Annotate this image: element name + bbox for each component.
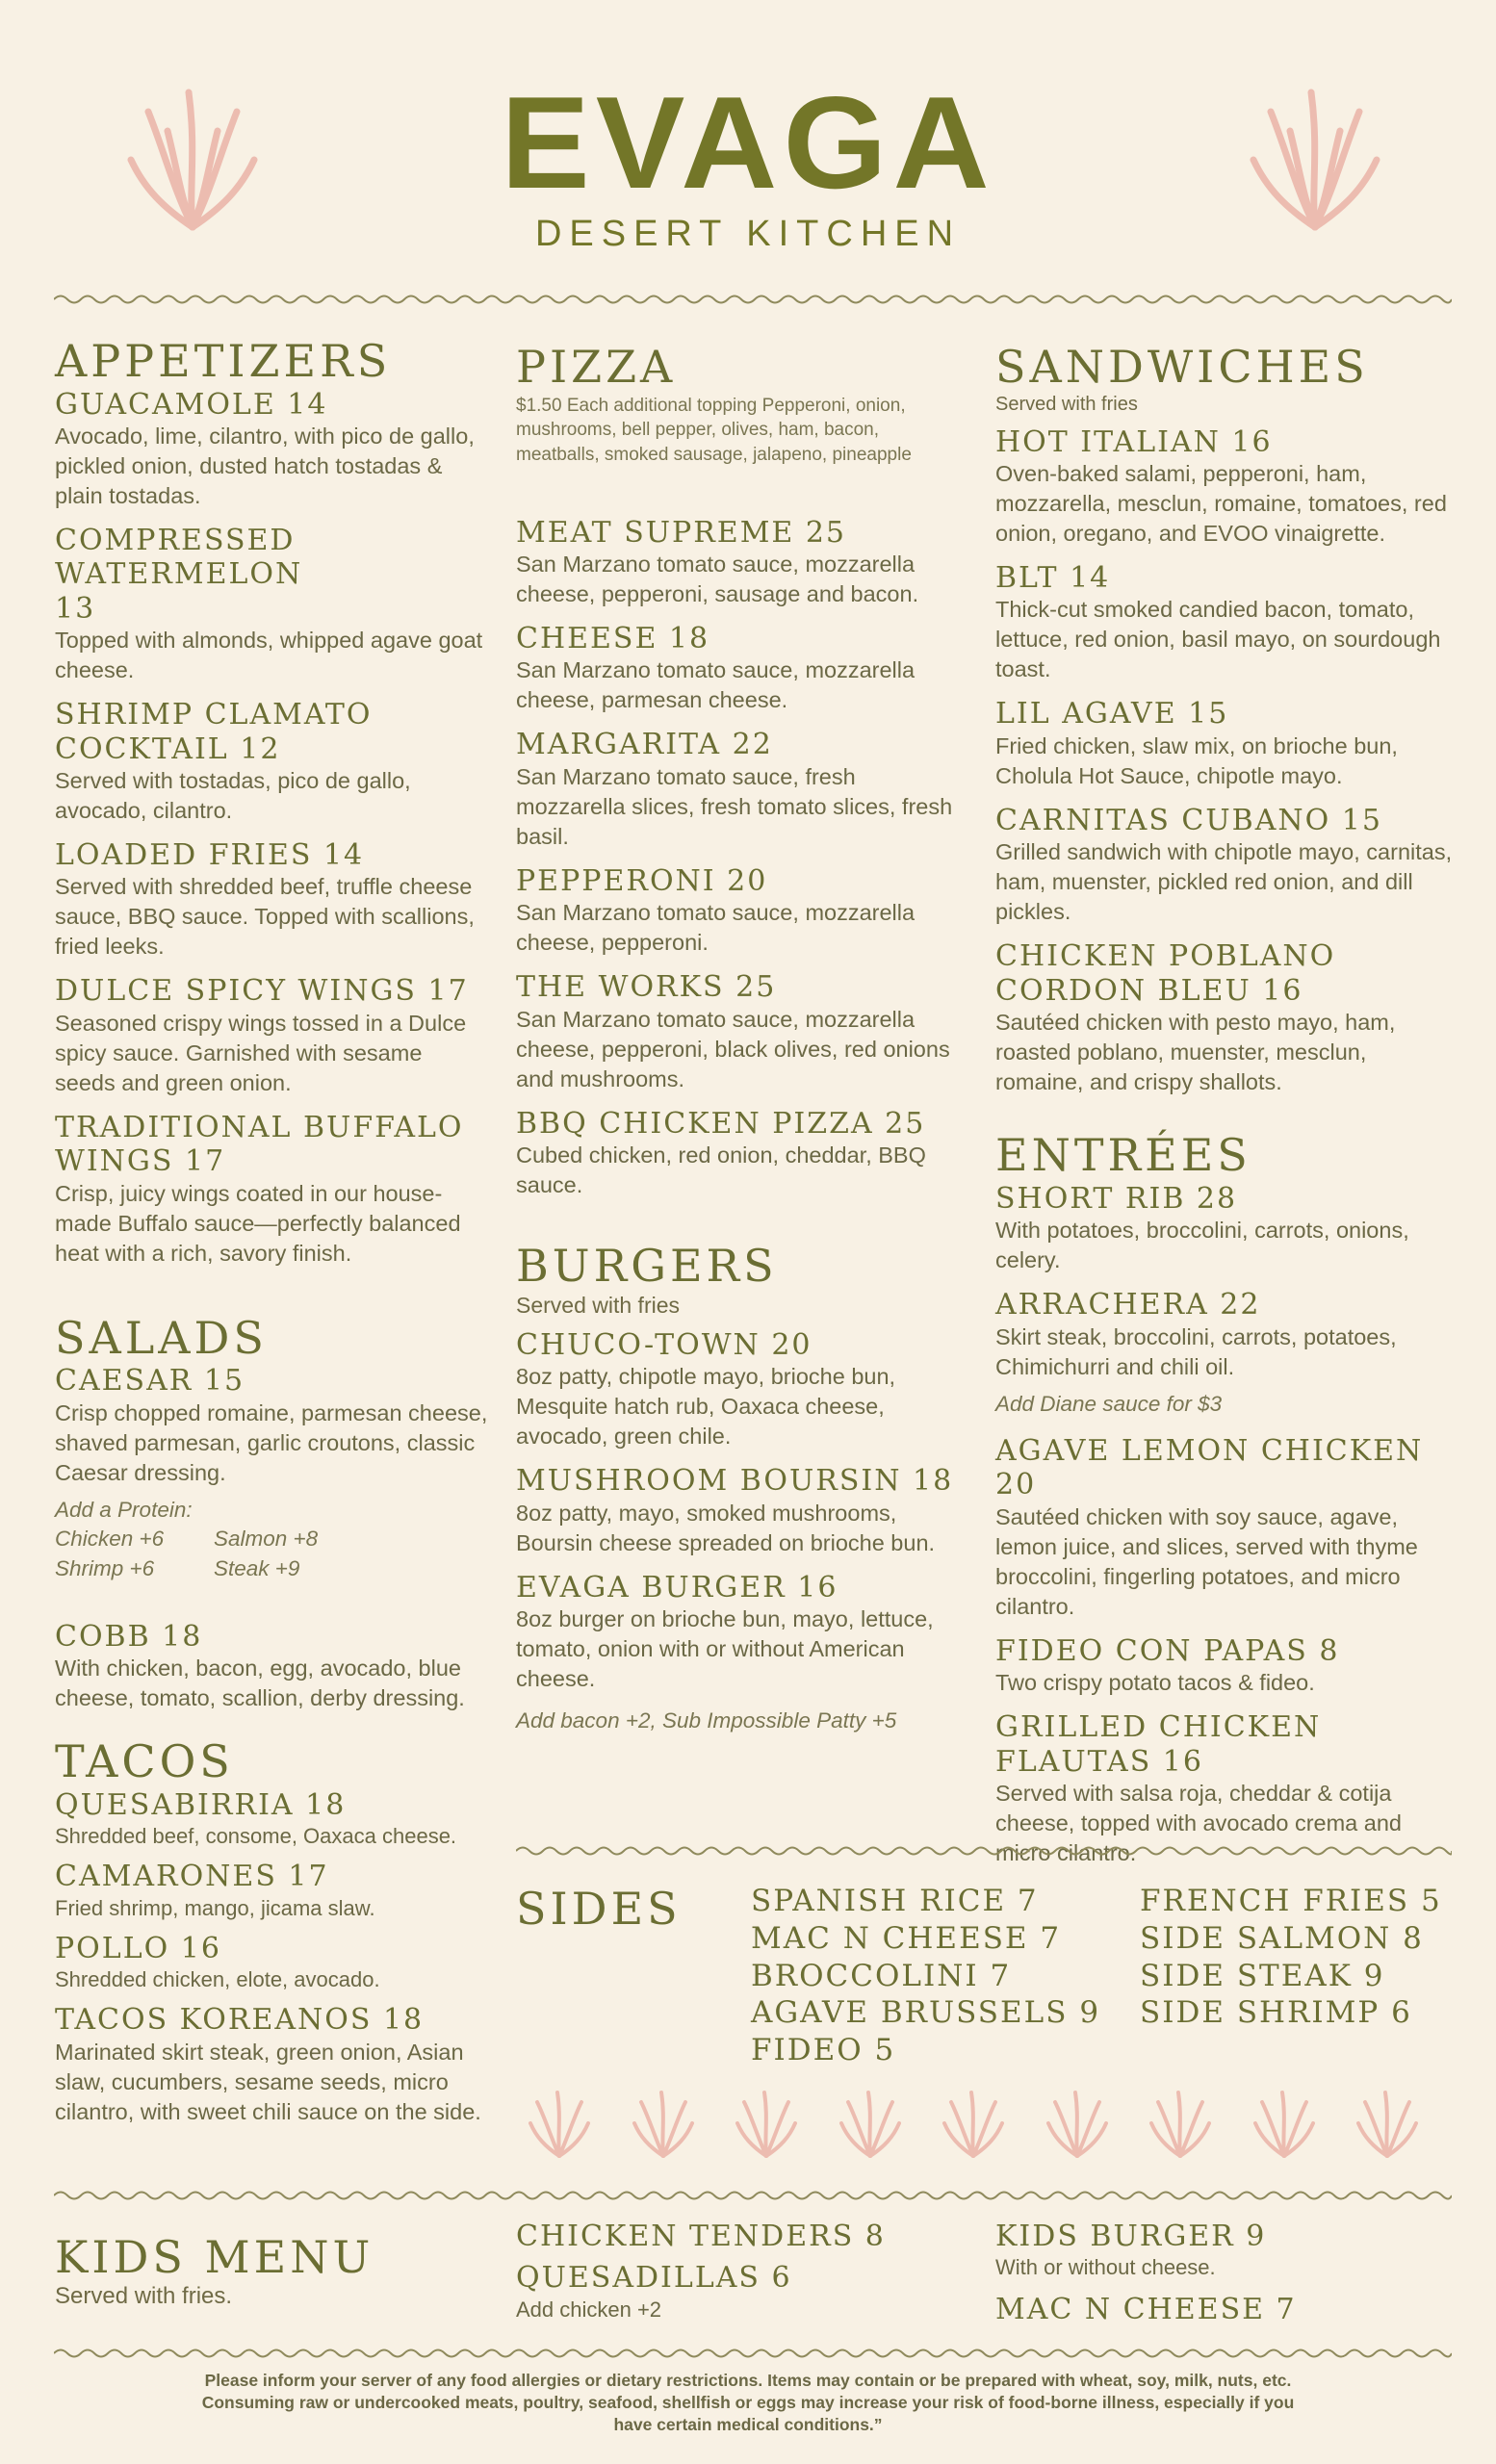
wavy-divider (54, 291, 1452, 308)
wavy-divider (54, 2187, 1452, 2204)
menu-item (516, 970, 959, 1093)
item-name: THE WORKS 25 (516, 970, 777, 1005)
menu-item (995, 804, 1457, 927)
sandwiches-title: SANDWICHES (995, 341, 1369, 393)
item-desc: Topped with almonds, whipped agave goat cheese. (55, 628, 483, 683)
item-desc: 8oz patty, chipotle mayo, brioche bun, Mesquite hatch rub, Oaxaca cheese, avocado, green chile. (516, 1364, 896, 1450)
item-desc: Fried shrimp, mango, jicama slaw. (55, 1895, 375, 1920)
item-name: CHICKEN POBLANO CORDON BLEU 16 (995, 939, 1336, 1008)
item-name: MUSHROOM BOURSIN 18 (516, 1464, 954, 1499)
item-desc: Fried chicken, slaw mix, on brioche bun, Cholula Hot Sauce, chipotle mayo. (995, 732, 1398, 788)
protein-options (55, 1525, 488, 1583)
item-name: COBB 18 (55, 1619, 203, 1654)
item-desc: Crisp chopped romaine, parmesan cheese, shaved parmesan, garlic croutons, classic Caesar dressing. (55, 1399, 488, 1485)
protein-option: Steak +9 (214, 1555, 300, 1580)
item-name: CAESAR 15 (55, 1364, 245, 1399)
menu-item (55, 838, 488, 962)
item-desc: Avocado, lime, cilantro, with pico de gallo, pickled onion, dusted hatch tostadas & plain tostadas. (55, 423, 475, 509)
sandwiches-note: Served with fries (995, 393, 1138, 415)
item-desc: San Marzano tomato sauce, fresh mozzarella slices, fresh tomato slices, fresh basil. (516, 763, 953, 849)
menu-item (55, 698, 488, 826)
menu-item (995, 939, 1457, 1097)
appetizers-title: APPETIZERS (55, 335, 392, 387)
menu-item (995, 697, 1457, 790)
burgers-title: BURGERS (516, 1240, 778, 1293)
item-name: CARNITAS CUBANO 15 (995, 803, 1382, 837)
item-name: DULCE SPICY WINGS 17 (55, 974, 469, 1009)
kids-items-middle (516, 2220, 886, 2323)
burger-addon-note: Add bacon +2, Sub Impossible Patty +5 (516, 1707, 897, 1732)
item-desc: San Marzano tomato sauce, mozzarella cheese, pepperoni, sausage and bacon. (516, 551, 919, 606)
menu-item (995, 561, 1457, 684)
protein-option: Shrimp +6 (55, 1555, 155, 1580)
side-item: FIDEO 5 (751, 2033, 896, 2067)
small-agave-icon (735, 2089, 798, 2158)
kids-note: Served with fries. (55, 2283, 233, 2309)
item-name: MARGARITA 22 (516, 728, 773, 762)
diane-sauce-note: Add Diane sauce for $3 (995, 1391, 1223, 1416)
menu-item (516, 728, 959, 851)
column-middle (516, 343, 959, 1747)
side-item: SIDE SALMON 8 (1140, 1920, 1424, 1956)
item-name: CHEESE 18 (516, 621, 710, 655)
item-desc: With chicken, bacon, egg, avocado, blue cheese, tomato, scallion, derby dressing. (55, 1656, 465, 1711)
item-desc: Served with salsa roja, cheddar & cotija cheese, topped with avocado crema and micro cilantro. (995, 1781, 1402, 1866)
item-desc: Shredded beef, consome, Oaxaca cheese. (55, 1824, 457, 1849)
menu-item (995, 1634, 1457, 1698)
menu-item (55, 1620, 488, 1713)
item-name: LIL AGAVE 15 (995, 697, 1229, 732)
sides-list-1 (751, 1883, 1100, 2069)
item-desc: Skirt steak, broccolini, carrots, potatoes, Chimichurri and chili oil. (995, 1323, 1397, 1379)
item-desc: San Marzano tomato sauce, mozzarella cheese, pepperoni, black olives, red onions and mushrooms. (516, 1006, 950, 1091)
menu-item (995, 1288, 1457, 1381)
brand-header (0, 69, 1496, 255)
item-desc: San Marzano tomato sauce, mozzarella cheese, pepperoni. (516, 900, 916, 956)
menu-item (516, 622, 959, 715)
item-name: AGAVE LEMON CHICKEN 20 (995, 1433, 1424, 1502)
small-agave-icon (941, 2089, 1005, 2158)
item-desc: Marinated skirt steak, green onion, Asian slaw, cucumbers, sesame seeds, micro cilantro, with sweet chili sauce on the side. (55, 2039, 481, 2124)
menu-item (55, 1364, 488, 1487)
entrees-title: ENTRÉES (995, 1129, 1251, 1182)
menu-item (55, 1111, 488, 1269)
menu-item (516, 1571, 959, 1694)
menu-item (516, 1328, 959, 1451)
side-item: FRENCH FRIES 5 (1140, 1884, 1442, 1918)
menu-item (55, 974, 488, 1097)
item-desc: Served with shredded beef, truffle cheese sauce, BBQ sauce. Topped with scallions, fried leeks. (55, 874, 475, 960)
menu-item (55, 1932, 488, 1993)
item-name: TRADITIONAL BUFFALO WINGS 17 (55, 1110, 464, 1179)
item-desc: Shredded chicken, elote, avocado. (55, 1967, 380, 1992)
item-name: CAMARONES 17 (55, 1860, 329, 1894)
column-left (55, 337, 488, 2140)
item-name: SHRIMP CLAMATO COCKTAIL 12 (55, 698, 373, 766)
side-item: AGAVE BRUSSELS 9 (751, 1995, 1101, 2031)
menu-item (55, 1788, 488, 1850)
small-agave-icon (528, 2089, 591, 2158)
kids-menu (55, 2231, 374, 2320)
wavy-divider (516, 1842, 1452, 1860)
tacos-title: TACOS (55, 1735, 234, 1788)
item-name: QUESABIRRIA 18 (55, 1787, 347, 1822)
kids-items-right (995, 2220, 1297, 2327)
disclaimer-line: Consuming raw or undercooked meats, poultry, seafood, shellfish or eggs may increase your risk of food-borne illness, especially if you (201, 2392, 1295, 2412)
menu-item (995, 1434, 1457, 1622)
item-name: BLT 14 (995, 561, 1111, 596)
pizza-title: PIZZA (516, 341, 677, 393)
item-name: POLLO 16 (55, 1931, 221, 1965)
salads-title: SALADS (55, 1311, 268, 1364)
wavy-divider (54, 2345, 1452, 2362)
disclaimer-line: have certain medical conditions.” (613, 2414, 883, 2434)
item-name: CHUCO-TOWN 20 (516, 1327, 812, 1362)
sides-title: SIDES (516, 1883, 682, 1935)
menu-item (516, 1107, 959, 1200)
menu-item (995, 1182, 1457, 1275)
item-name: COMPRESSED WATERMELON 13 (55, 524, 303, 626)
protein-option: Chicken +6 (55, 1527, 165, 1552)
item-name: ARRACHERA 22 (995, 1288, 1261, 1322)
item-name: TACOS KOREANOS 18 (55, 2003, 425, 2038)
pizza-toppings-note: $1.50 Each additional topping Pepperoni, onion, mushrooms, bell pepper, olives, ham, bacon, meatballs, smoked sausage, jalapeno, pineapple (516, 395, 912, 465)
small-agave-icon (1045, 2089, 1109, 2158)
protein-addon-label: Add a Protein: (55, 1497, 193, 1522)
item-desc: 8oz burger on brioche bun, mayo, lettuce, tomato, onion with or without American cheese. (516, 1605, 934, 1691)
item-desc: San Marzano tomato sauce, mozzarella cheese, parmesan cheese. (516, 657, 916, 713)
item-name: MAC N CHEESE 7 (995, 2293, 1297, 2327)
item-name: KIDS BURGER 9 (995, 2220, 1267, 2253)
side-item: SIDE STEAK 9 (1140, 1958, 1385, 1993)
side-item: SPANISH RICE 7 (751, 1884, 1039, 1918)
item-name: PEPPERONI 20 (516, 863, 768, 898)
item-desc: 8oz patty, mayo, smoked mushrooms, Boursin cheese spreaded on brioche bun. (516, 1500, 936, 1555)
item-desc: Oven-baked salami, pepperoni, ham, mozzarella, mesclun, romaine, tomatoes, red onion, oregano, and EVOO vinaigrette. (995, 460, 1447, 547)
item-name: MEAT SUPREME 25 (516, 515, 847, 550)
agave-decor-row (528, 2089, 1394, 2158)
kids-title: KIDS MENU (55, 2231, 374, 2283)
item-name: SHORT RIB 28 (995, 1181, 1238, 1216)
side-item: MAC N CHEESE 7 (751, 1920, 1062, 1956)
protein-option: Salmon +8 (214, 1527, 319, 1552)
item-desc: Served with tostadas, pico de gallo, avocado, cilantro. (55, 768, 411, 824)
item-desc: Add chicken +2 (516, 2297, 662, 2322)
item-name: EVAGA BURGER 16 (516, 1570, 838, 1604)
small-agave-icon (1252, 2089, 1316, 2158)
item-name: GUACAMOLE 14 (55, 387, 328, 422)
menu-item (516, 516, 959, 609)
item-desc: Sautéed chicken with soy sauce, agave, lemon juice, and slices, served with thyme broccolini, fingerling potatoes, and micro cilantro. (995, 1503, 1418, 1619)
item-desc: Grilled sandwich with chipotle mayo, carnitas, ham, muenster, pickled red onion, and dill pickles. (995, 839, 1453, 925)
item-name: GRILLED CHICKEN FLAUTAS 16 (995, 1710, 1322, 1779)
item-desc: Sautéed chicken with pesto mayo, ham, roasted poblano, muenster, mesclun, romaine, and crispy shallots. (995, 1010, 1396, 1095)
menu-item (995, 425, 1457, 549)
item-desc: With or without cheese. (995, 2255, 1216, 2280)
menu-item (55, 524, 488, 685)
menu-item (55, 1860, 488, 1921)
allergy-disclaimer (96, 2370, 1400, 2435)
burgers-note: Served with fries (516, 1292, 681, 1318)
item-name: QUESADILLAS 6 (516, 2261, 792, 2296)
item-desc: Cubed chicken, red onion, cheddar, BBQ sauce. (516, 1142, 926, 1198)
item-name: HOT ITALIAN 16 (995, 424, 1273, 459)
item-desc: Crisp, juicy wings coated in our house-made Buffalo sauce—perfectly balanced heat with a rich, savory finish. (55, 1180, 461, 1266)
small-agave-icon (838, 2089, 902, 2158)
small-agave-icon (1355, 2089, 1419, 2158)
item-name: CHICKEN TENDERS 8 (516, 2220, 886, 2253)
brand-subtitle: DESERT KITCHEN (534, 214, 962, 254)
item-name: BBQ CHICKEN PIZZA 25 (516, 1106, 926, 1141)
item-name: LOADED FRIES 14 (55, 838, 365, 873)
item-desc: With potatoes, broccolini, carrots, onions, celery. (995, 1218, 1409, 1273)
sides-list-2 (1140, 1883, 1442, 2032)
menu-item (55, 388, 488, 511)
brand-name: EVAGA (501, 69, 995, 216)
side-item: BROCCOLINI 7 (751, 1958, 1012, 1993)
small-agave-icon (1148, 2089, 1212, 2158)
menu-item (516, 864, 959, 958)
item-desc: Thick-cut smoked candied bacon, tomato, lettuce, red onion, basil mayo, on sourdough toast. (995, 597, 1441, 682)
item-name: FIDEO CON PAPAS 8 (995, 1633, 1340, 1668)
menu-item (55, 2003, 488, 2126)
menu-item (516, 1464, 959, 1557)
item-desc: Two crispy potato tacos & fideo. (995, 1670, 1315, 1696)
column-right (995, 343, 1457, 1881)
side-item: SIDE SHRIMP 6 (1140, 1995, 1412, 2031)
disclaimer-line: Please inform your server of any food allergies or dietary restrictions. Items may contain or be prepared with wheat, soy, milk, nuts, etc. (204, 2371, 1292, 2390)
small-agave-icon (632, 2089, 695, 2158)
item-desc: Seasoned crispy wings tossed in a Dulce spicy sauce. Garnished with sesame seeds and green onion. (55, 1010, 467, 1095)
